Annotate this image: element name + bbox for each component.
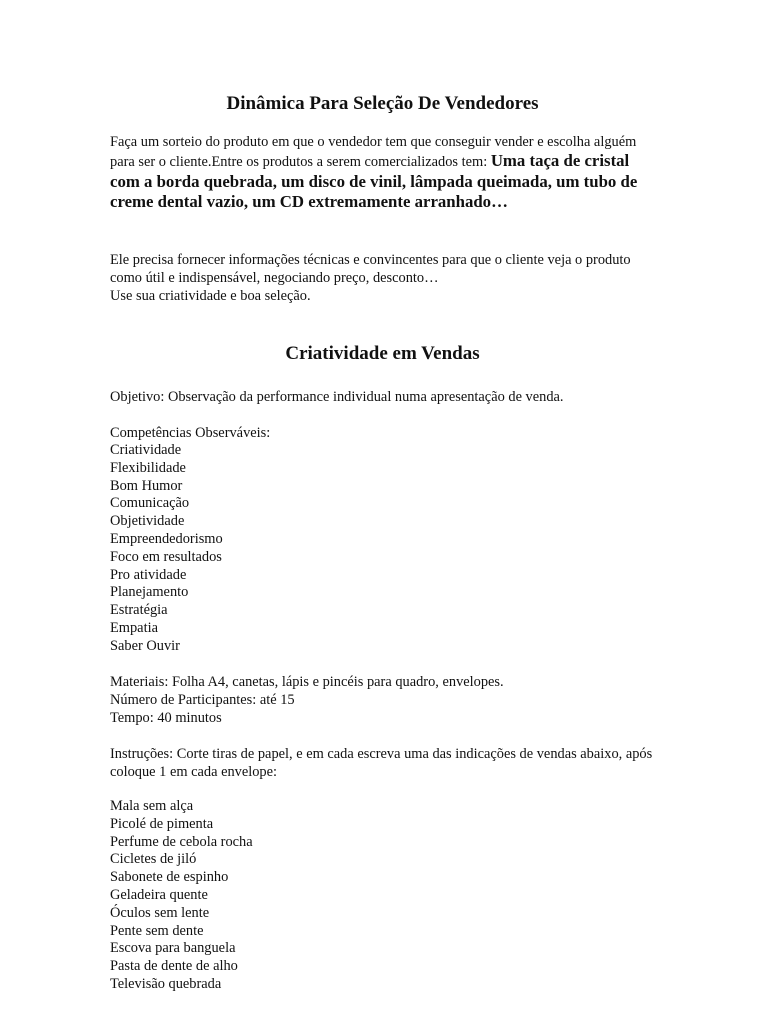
paragraph-technical-info: Ele precisa fornecer informações técnicas e convincentes para que o cliente veja o produto como útil e indispensável, negociando preço, desconto… bbox=[110, 252, 631, 286]
list-item: Picolé de pimenta bbox=[110, 815, 214, 832]
instructions-paragraph: Instruções: Corte tiras de papel, e em cada escreva uma das indicações de vendas abaixo, após coloque 1 em cada envelope: bbox=[110, 746, 653, 780]
list-item: Empatia bbox=[110, 619, 158, 636]
paragraph-creativity: Use sua criatividade e boa seleção. bbox=[110, 288, 311, 304]
list-item: Planejamento bbox=[110, 584, 189, 601]
list-item: Saber Ouvir bbox=[110, 637, 180, 654]
list-item: Televisão quebrada bbox=[110, 975, 222, 992]
participants-line: Número de Participantes: até 15 bbox=[110, 692, 295, 708]
list-item: Objetividade bbox=[110, 513, 185, 530]
list-item: Comunicação bbox=[110, 495, 190, 512]
list-item: Mala sem alça bbox=[110, 798, 194, 814]
list-item: Escova para banguela bbox=[110, 940, 236, 957]
intro-paragraph bbox=[110, 133, 655, 213]
list-item: Criatividade bbox=[110, 442, 182, 458]
section-title-dinamica: Dinâmica Para Seleção De Vendedores bbox=[226, 93, 539, 114]
intro-bold-products: Uma taça de cristal com a borda quebrada, um disco de vinil, lâmpada queimada, um tubo de creme dental vazio, um CD extremamente arranhado… bbox=[110, 151, 638, 211]
list-item: Pente sem dente bbox=[110, 922, 204, 939]
list-item: Flexibilidade bbox=[110, 459, 186, 476]
time-line: Tempo: 40 minutos bbox=[110, 710, 222, 726]
list-item: Pasta de dente de alho bbox=[110, 958, 238, 975]
list-item: Óculos sem lente bbox=[110, 904, 210, 921]
list-item: Sabonete de espinho bbox=[110, 869, 229, 886]
list-item: Estratégia bbox=[110, 602, 168, 619]
objective-line: Objetivo: Observação da performance individual numa apresentação de venda. bbox=[110, 389, 564, 405]
sales-items-list bbox=[110, 798, 253, 994]
materials-line: Materiais: Folha A4, canetas, lápis e pincéis para quadro, envelopes. bbox=[110, 674, 504, 690]
list-item: Foco em resultados bbox=[110, 548, 222, 565]
list-item: Perfume de cebola rocha bbox=[110, 833, 253, 850]
list-item: Bom Humor bbox=[110, 477, 183, 494]
list-item: Pro atividade bbox=[110, 566, 187, 583]
list-item: Empreendedorismo bbox=[110, 530, 223, 547]
list-item: Cicletes de jiló bbox=[110, 851, 197, 868]
competencies-heading: Competências Observáveis: bbox=[110, 425, 271, 441]
intro-text: Faça um sorteio do produto em que o vendedor tem que conseguir vender e escolha alguém para ser o cliente.Entre os produtos a serem comercializados tem: bbox=[110, 134, 637, 170]
competencies-list bbox=[110, 442, 223, 656]
section-title-criatividade: Criatividade em Vendas bbox=[285, 343, 480, 364]
list-item: Geladeira quente bbox=[110, 886, 208, 903]
